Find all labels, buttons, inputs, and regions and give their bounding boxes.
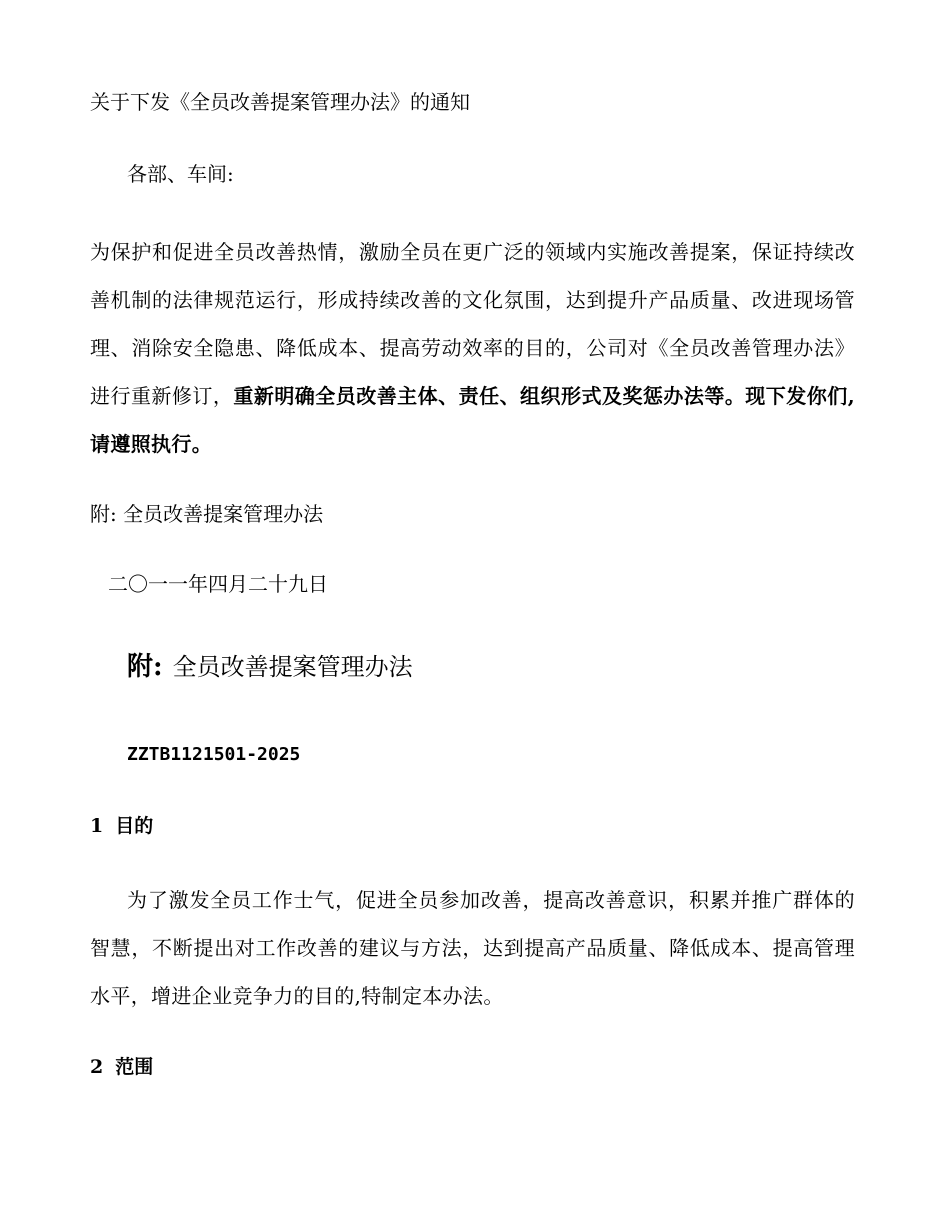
section-number: 1 xyxy=(90,815,104,837)
notice-body-emphasis: 重新明确全员改善主体、责任、组织形式及奖惩办法等。现下发你们,请遵照执行。 xyxy=(90,384,856,456)
notice-body-text: 为保护和促进全员改善热情，激励全员在更广泛的领域内实施改善提案，保证持续改善机制的法律规范运行，形成持续改善的文化氛围，达到提升产品质量、改进现场管理、消除安全隐患、降低成本、提高劳动效率的目的，公司对《全员改善管理办法》进行重新修订， xyxy=(90,240,855,408)
section-title: 目的 xyxy=(115,815,154,837)
attachment-heading-text: 全员改善提案管理办法 xyxy=(172,653,413,681)
document-code: ZZTB1121501-2025 xyxy=(127,744,301,765)
section-title: 范围 xyxy=(115,1056,154,1078)
section-purpose-text: 为了激发全员工作士气，促进全员参加改善，提高改善意识，积累并推广群体的智慧，不断提出对工作改善的建议与方法，达到提高产品质量、降低成本、提高管理水平，增进企业竞争力的目的,特制定本办法。 xyxy=(90,888,855,1008)
section-heading-scope xyxy=(90,1053,153,1081)
notice-attachment: 附: 全员改善提案管理办法 xyxy=(90,502,324,526)
notice-salutation: 各部、车间: xyxy=(127,162,234,186)
notice-date: 二〇一一年四月二十九日 xyxy=(108,572,328,596)
section-heading-purpose xyxy=(90,812,153,840)
attachment-heading-label: 附: xyxy=(127,652,163,682)
notice-body xyxy=(90,228,855,468)
section-number: 2 xyxy=(90,1056,104,1078)
attachment-heading xyxy=(127,650,413,684)
notice-title: 关于下发《全员改善提案管理办法》的通知 xyxy=(90,90,470,114)
